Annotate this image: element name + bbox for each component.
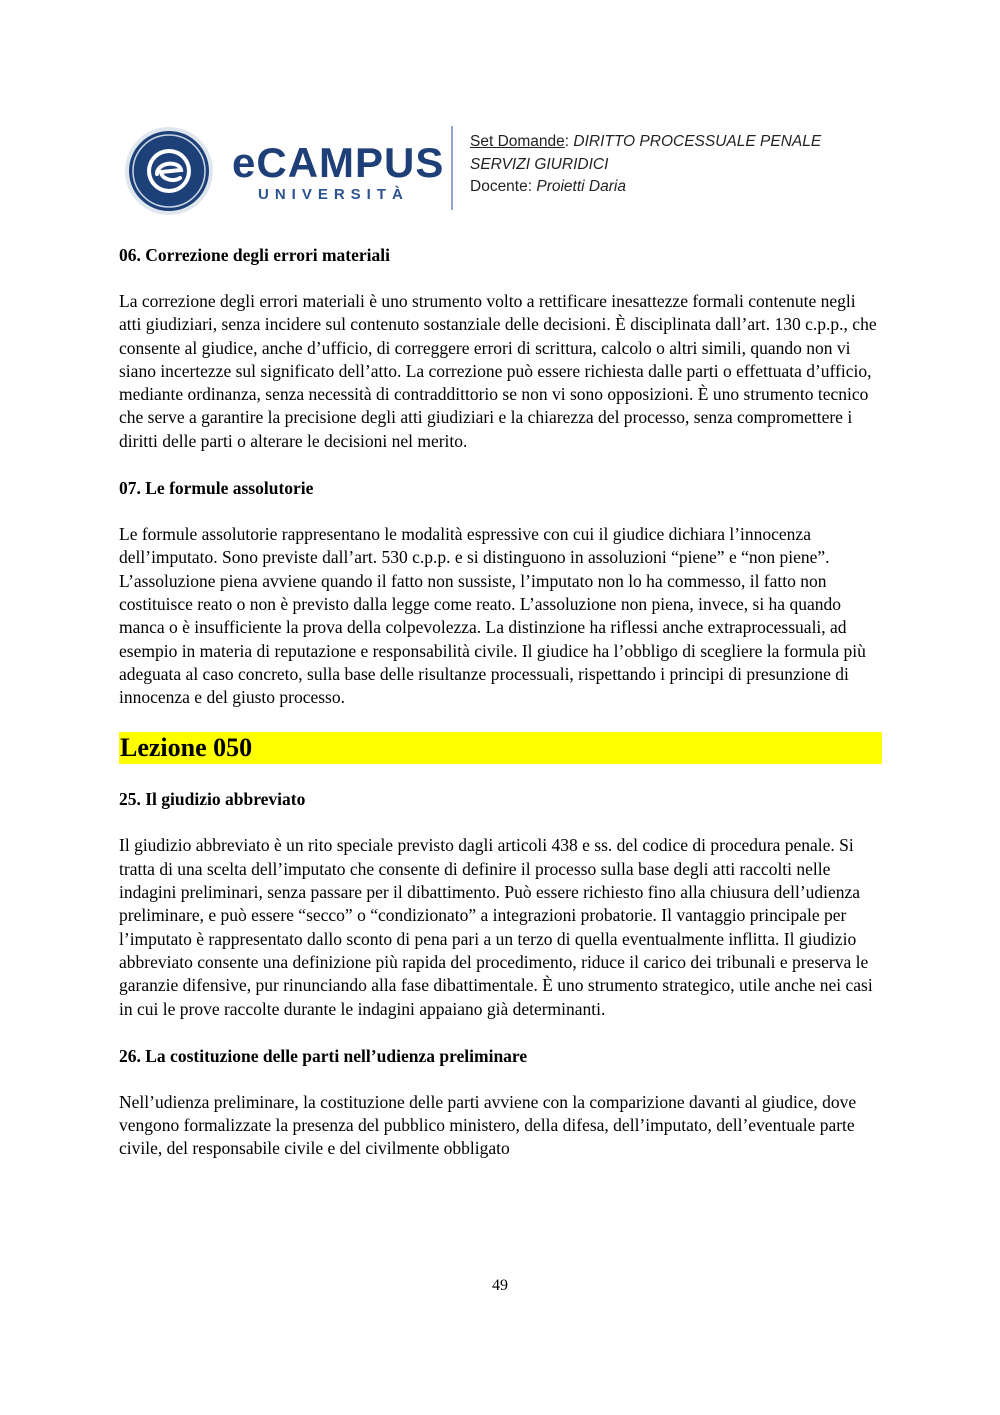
logo-main-text: eCAMPUS	[232, 139, 445, 186]
lesson-title: Lezione 050	[119, 732, 882, 764]
document-header	[122, 122, 882, 214]
section-body: La correzione degli errori materiali è uno strumento volto a rettificare inesattezze formali contenute negli atti giudiziari, senza incidere sul contenuto sostanziale delle decisioni. È disciplinata dall’art. 130 c.p.p., che consente al giudice, anche d’ufficio, di correggere errori di scrittura, calcolo o altri simili, quando non vi siano incertezze sul significato dell’atto. La correzione può essere richiesta dalle parti o effettuata d’ufficio, mediante ordinanza, senza necessità di contraddittorio se non vi sono opposizioni. È uno strumento tecnico che serve a garantire la precisione degli atti giudiziari e la chiarezza del processo, senza compromettere i diritti delle parti o alterare le decisioni nel merito.	[119, 291, 877, 451]
course-info	[470, 131, 821, 199]
section-body: Nell’udienza preliminare, la costituzione delle parti avviene con la comparizione davanti al giudice, dove vengono formalizzate la presenza del pubblico ministero, della difesa, dell’imputato, dell’eventuale parte civile, del responsabile civile e del civilmente obbligato	[119, 1091, 857, 1159]
section-body: Le formule assolutorie rappresentano le modalità espressive con cui il giudice dichiara l’innocenza dell’imputato. Sono previste dall’art. 530 c.p.p. e si distinguono in assoluzioni “piene” e “non piene”. L’assoluzione piena avviene quando il fatto non sussiste, l’imputato non lo ha commesso, il fatto non costituisce reato o non è previsto dalla legge come reato. L’assoluzione non piena, invece, si ha quando manca o è insufficiente la prova della colpevolezza. La distinzione ha riflessi anche extraprocessuali, ad esempio in materia di reputazione e responsabilità civile. Il giudice ha l’obbligo di scegliere la formula più adeguata al caso concreto, sulla base delle risultanze processuali, rispettando i principi di presunzione di innocenza e del giusto processo.	[119, 524, 866, 708]
course-line	[470, 131, 821, 154]
docente-name: Proietti Daria	[536, 178, 626, 195]
page-number: 49	[492, 1277, 508, 1294]
course-title: DIRITTO PROCESSUALE PENALE	[573, 133, 822, 150]
section-heading: 06. Correzione degli errori materiali	[119, 245, 390, 265]
section-heading: 26. La costituzione delle parti nell’udienza preliminare	[119, 1045, 528, 1066]
section-heading: 25. Il giudizio abbreviato	[119, 789, 306, 810]
course-subtitle-line	[470, 154, 821, 177]
header-divider	[451, 126, 453, 210]
docente-label: Docente:	[470, 178, 537, 195]
university-logo	[232, 139, 445, 203]
page-content	[119, 243, 882, 1161]
university-seal-icon	[124, 126, 214, 216]
logo-sub-text: UNIVERSITÀ	[258, 186, 409, 203]
set-separator: :	[564, 133, 574, 150]
section-body: Il giudizio abbreviato è un rito speciale previsto dagli articoli 438 e ss. del codice di procedura penale. Si tratta di una scelta dell’imputato che consente di definire il processo sulla base degli atti raccolti nelle indagini preliminari, senza passare per il dibattimento. Può essere richiesto fino alla chiusura dell’udienza preliminare, e può essere “secco” o “condizionato” a integrazioni probatorie. Il vantaggio principale per l’imputato è rappresentato dallo sconto di pena pari a un terzo di quella eventualmente inflitta. Il giudizio abbreviato consente una definizione più rapida del procedimento, riduce il carico dei tribunali e preserva le garanzie difensive, pur rinunciando alla fase dibattimentale. È uno strumento strategico, utile anche nei casi in cui le prove raccolte durante le indagini appaiano già determinanti.	[119, 835, 873, 1019]
set-label: Set Domande	[470, 133, 565, 150]
course-subtitle: SERVIZI GIURIDICI	[470, 155, 609, 173]
docente-line	[470, 176, 821, 199]
section-heading: 07. Le formule assolutorie	[119, 478, 314, 499]
